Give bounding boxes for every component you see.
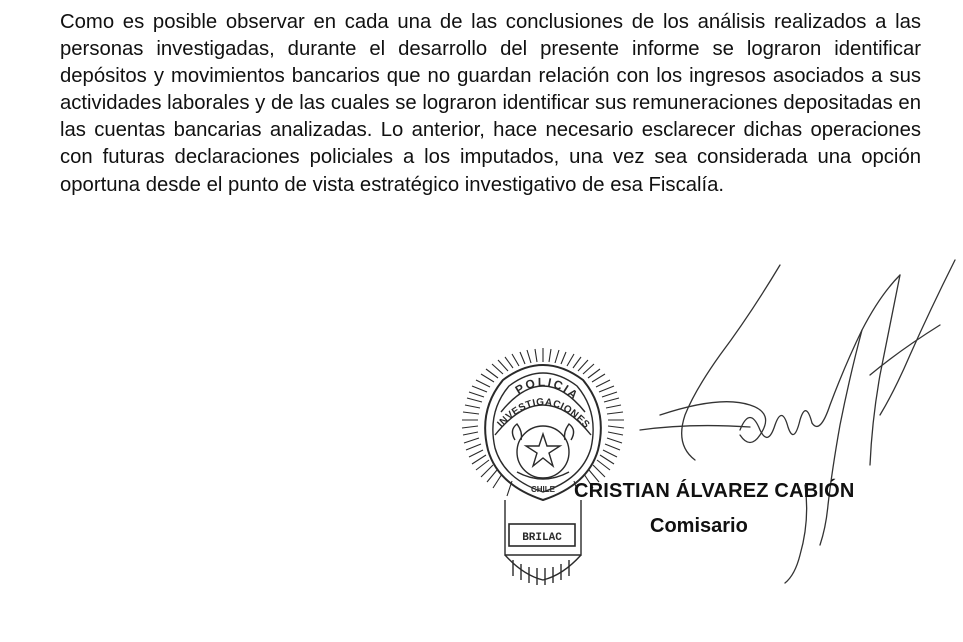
seal-text-unit: BRILAC [522,532,562,544]
seal-text-country: CHILE [531,485,555,494]
signer-title: Comisario [650,515,748,537]
signer-name: CRISTIAN ÁLVAREZ CABIÓN [574,480,855,502]
seal-text-middle: INVESTIGACIONES [495,396,592,431]
seal-text-top: POLICIA [512,374,582,404]
body-paragraph: Como es posible observar en cada una de las conclusiones de los análisis realizados a las personas investigadas, durante el desarrollo del presente informe se lograron identificar depósitos y movimientos bancarios que no guardan relación con los ingresos asociados a sus actividades laborales y de las cuales se lograron identificar sus remuneraciones depositadas en las cuentas bancarias analizadas. Lo anterior, hace necesario esclarecer dichas operaciones con futuras declaraciones policiales a los imputados, una vez sea considerada una opción oportuna desde el punto de vista estratégico investigativo de esa Fiscalía. [60,11,921,196]
